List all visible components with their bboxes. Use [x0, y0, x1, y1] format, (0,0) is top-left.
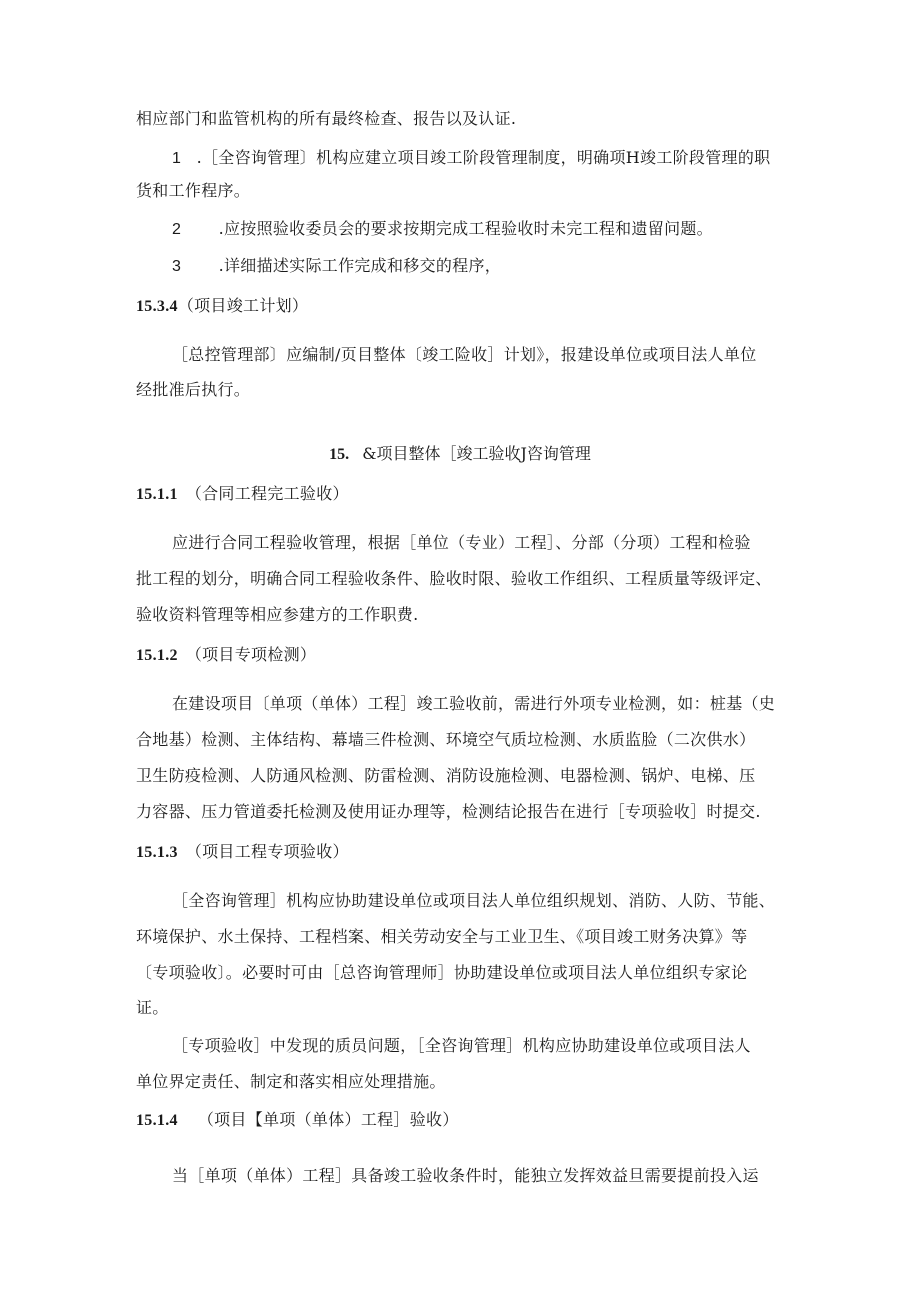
paragraph-line: 力容器、压力管道委托检测及使用证办理等，检测结论报告在进行［专项验收］时提交. — [136, 802, 761, 821]
heading-number: 15.1.1 — [136, 486, 178, 503]
list-item-2 — [172, 219, 713, 240]
section-title-text: &项目整体［竣工验收J咨询管理 — [362, 444, 591, 463]
paragraph-line: 单位界定责任、制定和落实相应处理措施。 — [136, 1072, 446, 1091]
paragraph-line: 应进行合同工程验收管理，根据［单位（专业）工程］、分部（分项）工程和检验 — [172, 533, 751, 552]
paragraph-line: 批工程的划分，明确合同工程验收条件、脸收时限、验收工作组织、工程质量等级评定、 — [136, 569, 772, 588]
list-item-text: .详细描述实际工作完成和移交的程序， — [218, 256, 502, 275]
heading-15-1-1 — [136, 484, 349, 505]
heading-number: 15.1.2 — [136, 647, 178, 664]
paragraph-line: 〔专项验收〕。必要时可由［总咨询管理师］协助建设单位或项目法人单位组织专家论 — [136, 963, 748, 982]
paragraph-line: 合地基）检测、主体结构、幕墙三件检测、环境空气质垃检测、水质监脸（二次供水） — [136, 730, 756, 749]
heading-title: （项目工程专项验收） — [185, 842, 349, 861]
heading-15-1-2 — [136, 645, 316, 666]
heading-title: （项目【单项（单体）工程］验收） — [197, 1110, 459, 1129]
paragraph-line: ［全咨询管理］机构应协助建设单位或项目法人单位组织规划、消防、人防、节能、 — [172, 891, 776, 910]
paragraph-line: ［总控管理部〕应编制/页目整体〔竣工险收］计划》，报建设单位或项目法人单位 — [172, 345, 757, 364]
list-item-3 — [172, 256, 501, 277]
section-title — [0, 444, 920, 465]
heading-15-1-3 — [136, 842, 349, 863]
paragraph-line: 在建设项目〔单项（单体）工程］竣工验收前，需进行外项专业检测，如：桩基（史 — [172, 694, 776, 713]
paragraph-line: 环境保护、水土保持、工程档案、相关劳动安全与工业卫生、《项目竣工财务决算》等 — [136, 927, 748, 946]
paragraph-line: 当［单项（单体）工程］具备竣工验收条件时，能独立发挥效益旦需要提前投入运 — [172, 1166, 759, 1185]
heading-title: （项目竣工计划） — [177, 296, 309, 315]
heading-number: 15.1.4 — [136, 1112, 178, 1129]
heading-title: （合同工程完工验收） — [185, 484, 349, 503]
heading-15-1-4 — [136, 1110, 459, 1131]
heading-title: （项目专项检测） — [185, 645, 317, 664]
list-item-number: 1 — [172, 150, 182, 167]
section-number: 15. — [329, 446, 350, 463]
paragraph-line: 验收资料管理等相应参建方的工作职费. — [136, 605, 419, 624]
list-item-text: .应按照验收委员会的要求按期完成工程验收时未完工程和遗留问题。 — [218, 219, 713, 238]
list-item-number: 3 — [172, 258, 182, 275]
paragraph-line: 经批准后执行。 — [136, 380, 251, 399]
paragraph-line: 相应部门和监管机构的所有最终检查、报告以及认证. — [136, 109, 517, 128]
list-item-1 — [172, 148, 770, 169]
list-item-text: .［全咨询管理〕机构应建立项目竣工阶段管理制度，明确项H竣工阶段管理的职 — [196, 148, 771, 167]
heading-number: 15.3.4 — [136, 298, 178, 315]
list-item-1-continued: 货和工作程序。 — [136, 181, 251, 200]
paragraph-line: 卫生防疫检测、人防通风检测、防雷检测、消防设施检测、电器检测、锅炉、电梯、压 — [136, 766, 756, 785]
list-item-number: 2 — [172, 221, 182, 238]
paragraph-line: ［专项验收］中发现的质员问题，［全咨询管理］机构应协助建设单位或项目法人 — [172, 1036, 751, 1055]
heading-15-3-4 — [136, 296, 308, 317]
paragraph-line: 证。 — [136, 998, 169, 1017]
heading-number: 15.1.3 — [136, 844, 178, 861]
